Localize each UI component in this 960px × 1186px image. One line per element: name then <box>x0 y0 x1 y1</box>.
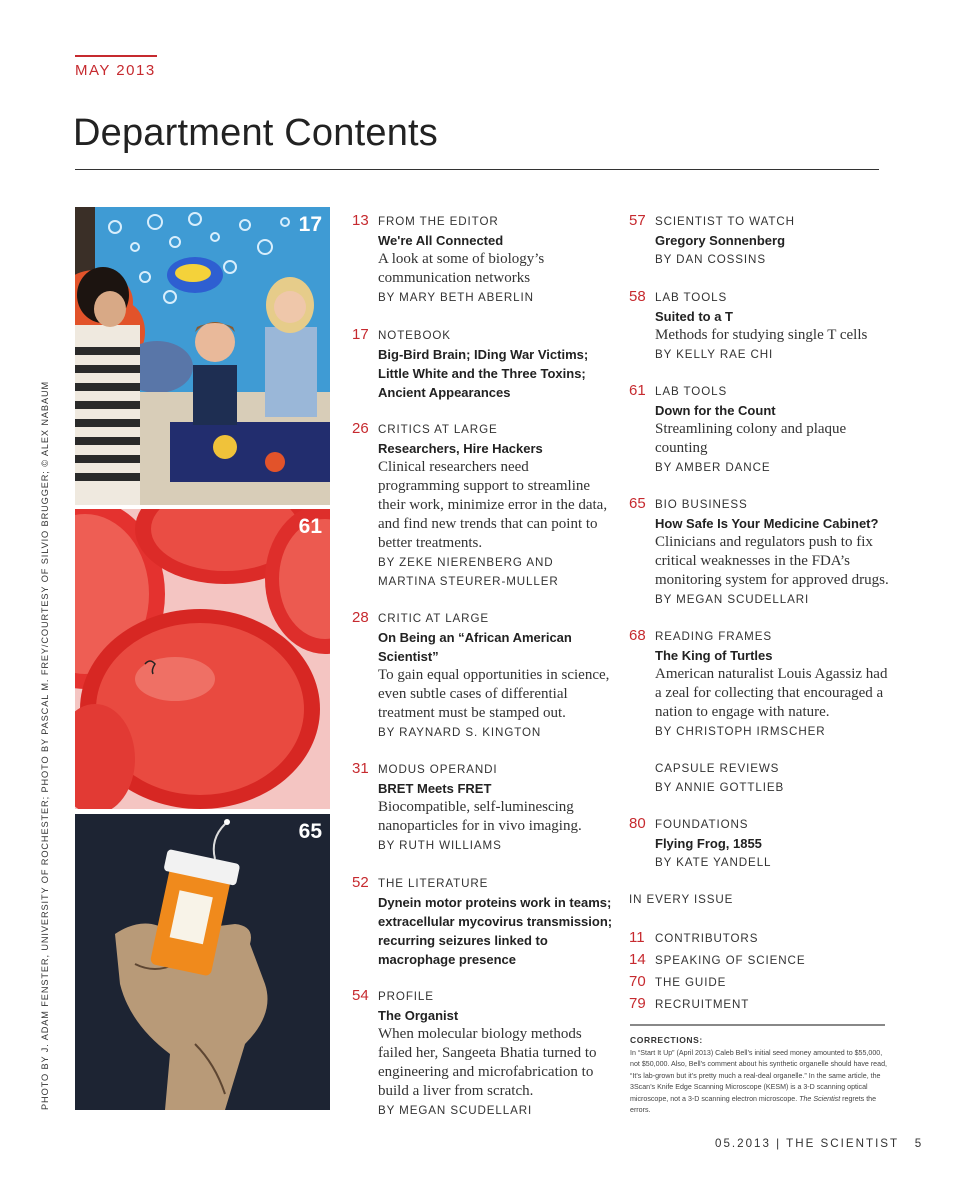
dek: Streamlining colony and plaque counting <box>655 421 847 456</box>
byline: BY DAN COSSINS <box>655 253 766 266</box>
byline: BY CHRISTOPH IRMSCHER <box>655 725 826 738</box>
section-label: CAPSULE REVIEWS <box>655 762 780 775</box>
toc-entry[interactable] <box>629 815 891 891</box>
photo-credit: PHOTO BY J. ADAM FENSTER, UNIVERSITY OF ROCHESTER; PHOTO BY PASCAL M. FREY/COURTESY OF SILVIO BRUGGER; © ALEX NABAUM <box>40 380 50 1110</box>
page-number: 65 <box>629 495 646 512</box>
section-label: BIO BUSINESS <box>655 498 748 511</box>
headline: On Being an “African American Scientist” <box>378 630 572 664</box>
headline: Gregory Sonnenberg <box>655 233 786 248</box>
byline: BY RUTH WILLIAMS <box>378 839 502 852</box>
every-issue-item[interactable] <box>629 929 891 951</box>
corrections-title: CORRECTIONS: <box>630 1035 703 1045</box>
photo-number: 61 <box>298 515 322 538</box>
every-issue-item[interactable] <box>629 973 891 995</box>
petri-dish-photo <box>75 509 330 809</box>
page-footer <box>715 1137 923 1150</box>
page-number: 13 <box>352 212 369 229</box>
headline: Flying Frog, 1855 <box>655 836 762 851</box>
page-number: 57 <box>629 212 646 229</box>
corrections-body: In “Start It Up” (April 2013) Caleb Bell’s initial seed money amounted to $55,000, not $50,000. Also, Bell’s comment about his synthetic organelle should have read, “It’s lab-grown but it’s pretty much a real-deal organelle.” In the same article, the 3Scan’s Knife Edge Scanning Microscope (KESM) is a 3-D scanning optical microscope, not a 3-D scanning electron microscope. <box>630 1049 887 1103</box>
headline: Researchers, Hire Hackers <box>378 441 543 456</box>
right-column <box>629 212 891 1017</box>
headline: Suited to a T <box>655 309 733 324</box>
dek: Clinical researchers need programming support to streamline their work, minimize error in the data, and find new trends that can point to better treatments. <box>378 459 608 551</box>
section-label: READING FRAMES <box>655 630 772 643</box>
dek: A look at some of biology’s communication networks <box>378 251 545 286</box>
section-label: SCIENTIST TO WATCH <box>655 215 795 228</box>
page-number: 58 <box>629 288 646 305</box>
toc-entry[interactable] <box>629 212 891 288</box>
headline: The Organist <box>378 1008 459 1023</box>
toc-entry[interactable] <box>352 326 614 420</box>
byline: BY RAYNARD S. KINGTON <box>378 726 542 739</box>
toc-entry[interactable] <box>352 609 614 760</box>
footer-text: 05.2013 | THE SCIENTIST <box>715 1137 900 1150</box>
page-number: 26 <box>352 420 369 437</box>
headline: The King of Turtles <box>655 648 773 663</box>
footer-page-number: 5 <box>914 1137 924 1150</box>
page-number: 68 <box>629 627 646 644</box>
page-number: 11 <box>629 929 645 946</box>
byline: BY MEGAN SCUDELLARI <box>378 1104 533 1117</box>
headline: Big-Bird Brain; IDing War Victims; Little White and the Three Toxins; Ancient Appearances <box>378 347 589 400</box>
every-issue-label: THE GUIDE <box>655 976 727 989</box>
toc-entry[interactable] <box>352 420 614 609</box>
publication-name: The Scientist <box>799 1094 841 1103</box>
section-label: CRITICS AT LARGE <box>378 423 498 436</box>
pill-bottle-illustration <box>75 814 330 1110</box>
every-issue-label: CONTRIBUTORS <box>655 932 759 945</box>
every-issue-item[interactable] <box>629 951 891 973</box>
toc-entry[interactable] <box>352 987 614 1120</box>
page-number: 14 <box>629 951 646 968</box>
headline: How Safe Is Your Medicine Cabinet? <box>655 516 879 531</box>
every-issue-title: IN EVERY ISSUE <box>629 893 734 906</box>
page-number: 52 <box>352 874 369 891</box>
corrections-rule <box>630 1024 885 1026</box>
toc-entry[interactable] <box>352 212 614 326</box>
aquarium-photo <box>75 207 330 505</box>
section-label: THE LITERATURE <box>378 877 489 890</box>
dek: When molecular biology methods failed her, Sangeeta Bhatia turned to engineering and microfabrication to build a liver from scratch. <box>378 1026 597 1099</box>
headline: Down for the Count <box>655 403 776 418</box>
page-number: 17 <box>352 326 369 343</box>
corrections-text <box>630 1048 888 1116</box>
headline: We're All Connected <box>378 233 504 248</box>
page-title: Department Contents <box>73 112 438 154</box>
photo-number: 17 <box>298 213 322 236</box>
page-number: 70 <box>629 973 646 990</box>
toc-entry[interactable] <box>629 288 891 382</box>
page-number: 79 <box>629 995 646 1012</box>
section-label: PROFILE <box>378 990 434 1003</box>
section-label: NOTEBOOK <box>378 329 451 342</box>
byline: BY MARY BETH ABERLIN <box>378 291 534 304</box>
toc-entry[interactable] <box>352 874 614 987</box>
every-issue-label: SPEAKING OF SCIENCE <box>655 954 806 967</box>
section-label: FOUNDATIONS <box>655 818 749 831</box>
every-issue-item[interactable] <box>629 995 891 1017</box>
headline: Dynein motor proteins work in teams; extracellular mycovirus transmission; recurring seizures linked to macrophage presence <box>378 895 613 967</box>
byline: BY ANNIE GOTTLIEB <box>655 781 785 794</box>
header-rule <box>75 55 157 57</box>
page-number: 28 <box>352 609 369 626</box>
section-label: LAB TOOLS <box>655 385 728 398</box>
toc-entry[interactable] <box>629 759 891 815</box>
photo-number: 65 <box>298 820 322 843</box>
dek: American naturalist Louis Agassiz had a zeal for collecting that encouraged a nation to engage with nature. <box>655 666 888 720</box>
section-label: MODUS OPERANDI <box>378 763 498 776</box>
page-number: 54 <box>352 987 369 1004</box>
every-issue-label: RECRUITMENT <box>655 998 750 1011</box>
page-number: 61 <box>629 382 646 399</box>
dek: Clinicians and regulators push to fix critical weaknesses in the FDA’s monitoring system for approved drugs. <box>655 534 889 588</box>
section-label: LAB TOOLS <box>655 291 728 304</box>
left-column <box>352 212 614 1120</box>
dek: Methods for studying single T cells <box>655 327 868 343</box>
issue-date: MAY 2013 <box>75 62 156 79</box>
section-label: FROM THE EDITOR <box>378 215 499 228</box>
byline: BY MEGAN SCUDELLARI <box>655 593 810 606</box>
headline: BRET Meets FRET <box>378 781 492 796</box>
toc-entry[interactable] <box>629 382 891 495</box>
byline: BY KATE YANDELL <box>655 856 772 869</box>
dek: Biocompatible, self-luminescing nanoparticles for in vivo imaging. <box>378 799 582 834</box>
toc-entry[interactable] <box>629 495 891 627</box>
byline: BY AMBER DANCE <box>655 461 771 474</box>
section-label: CRITIC AT LARGE <box>378 612 489 625</box>
toc-entry[interactable] <box>629 627 891 759</box>
corrections-end: regrets the errors. <box>630 1094 877 1115</box>
title-rule <box>75 169 879 170</box>
byline: BY KELLY RAE CHI <box>655 348 774 361</box>
page-number: 31 <box>352 760 369 777</box>
dek: To gain equal opportunities in science, even subtle cases of differential treatment must be stamped out. <box>378 667 610 721</box>
toc-entry[interactable] <box>352 760 614 874</box>
page-number: 80 <box>629 815 646 832</box>
byline: BY ZEKE NIERENBERG AND MARTINA STEURER-MULLER <box>378 556 559 588</box>
